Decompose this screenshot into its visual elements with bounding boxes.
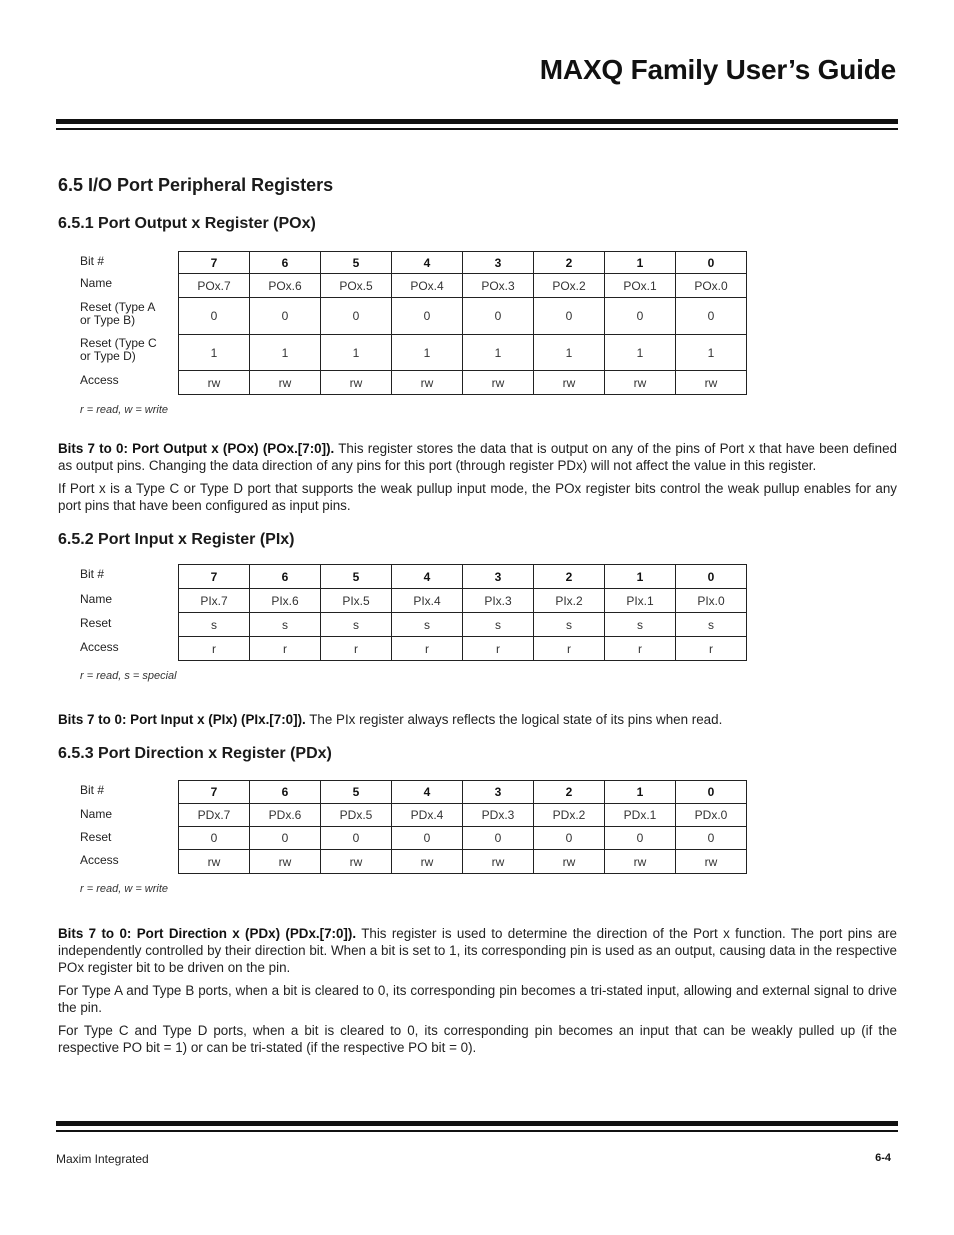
- reset-cell: 0: [463, 298, 534, 335]
- reset-cell: 0: [605, 298, 676, 335]
- reset-cell: 0: [676, 827, 747, 850]
- table-row: [179, 637, 747, 661]
- reset-cell: s: [179, 613, 250, 637]
- access-cell: r: [534, 637, 605, 661]
- bit-cell: 3: [463, 781, 534, 804]
- bit-cell: 6: [250, 781, 321, 804]
- name-cell: PDx.7: [179, 804, 250, 827]
- name-cell: PDx.1: [605, 804, 676, 827]
- table-row: [179, 274, 747, 298]
- name-cell: PDx.4: [392, 804, 463, 827]
- table-row: [179, 335, 747, 371]
- pdx-description-text: This register is used to determine the direction of the Port x function. The port pins are independently controlled by their direction bit. When a bit is set to 1, its corresponding pin is used as an output, causing data in the respective POx register bit to be driven on the pin.: [58, 926, 897, 975]
- name-cell: POx.7: [179, 274, 250, 298]
- pdx-type-cd-note: For Type C and Type D ports, when a bit is cleared to 0, its corresponding pin becomes an input that can be weakly pulled up (if the respective PO bit = 1) or can be tri-stated (if the respective PO bit = 0).: [58, 1023, 897, 1055]
- name-cell: POx.3: [463, 274, 534, 298]
- pdx-register-table: [178, 780, 747, 874]
- header-rule-thin: [56, 128, 898, 130]
- pdx-type-ab-note: For Type A and Type B ports, when a bit is cleared to 0, its corresponding pin becomes a tri-stated input, allowing and external signal to drive the pin.: [58, 983, 897, 1015]
- bit-cell: 1: [605, 565, 676, 589]
- reset-cell: 0: [179, 298, 250, 335]
- pox-footnote: r = read, w = write: [80, 404, 169, 416]
- pox-label-bit: Bit #: [80, 254, 105, 268]
- footer-rule-thick: [56, 1121, 898, 1126]
- pix-footnote: r = read, s = special: [80, 670, 177, 682]
- access-cell: rw: [392, 850, 463, 874]
- reset-cell: 0: [321, 298, 392, 335]
- access-cell: rw: [321, 371, 392, 395]
- pox-label-name: Name: [80, 276, 113, 290]
- bit-cell: 4: [392, 252, 463, 274]
- reset-cell: 0: [605, 827, 676, 850]
- access-cell: rw: [250, 371, 321, 395]
- reset-cell: 1: [250, 335, 321, 371]
- pix-label-bit: Bit #: [80, 567, 105, 581]
- reset-cell: 0: [250, 827, 321, 850]
- table-row: [179, 252, 747, 274]
- name-cell: POx.1: [605, 274, 676, 298]
- pix-description-text: The PIx register always reflects the logical state of its pins when read.: [305, 712, 723, 727]
- name-cell: PIx.3: [463, 589, 534, 613]
- bit-cell: 1: [605, 781, 676, 804]
- access-cell: rw: [179, 850, 250, 874]
- pdx-label-name: Name: [80, 807, 113, 821]
- name-cell: PDx.3: [463, 804, 534, 827]
- bit-cell: 6: [250, 565, 321, 589]
- reset-cell: s: [534, 613, 605, 637]
- reset-cell: s: [463, 613, 534, 637]
- reset-cell: 1: [392, 335, 463, 371]
- access-cell: r: [250, 637, 321, 661]
- pdx-footnote: r = read, w = write: [80, 883, 169, 895]
- section-title: 6.5 I/O Port Peripheral Registers: [58, 175, 334, 195]
- document-title: MAXQ Family User’s Guide: [539, 54, 896, 85]
- name-cell: POx.5: [321, 274, 392, 298]
- pox-label-access: Access: [80, 373, 119, 387]
- bit-cell: 6: [250, 252, 321, 274]
- name-cell: PIx.7: [179, 589, 250, 613]
- name-cell: PDx.5: [321, 804, 392, 827]
- access-cell: r: [605, 637, 676, 661]
- pdx-label-bit: Bit #: [80, 783, 105, 797]
- pox-label-reset-ab-line2: or Type B): [80, 313, 136, 327]
- access-cell: rw: [463, 850, 534, 874]
- table-row: [179, 781, 747, 804]
- reset-cell: 0: [250, 298, 321, 335]
- bit-cell: 2: [534, 252, 605, 274]
- pox-label-reset-ab: [80, 301, 175, 327]
- pix-label-name: Name: [80, 592, 113, 606]
- name-cell: PIx.2: [534, 589, 605, 613]
- reset-cell: 0: [534, 827, 605, 850]
- access-cell: r: [463, 637, 534, 661]
- bit-cell: 5: [321, 565, 392, 589]
- bit-cell: 7: [179, 781, 250, 804]
- access-cell: rw: [605, 850, 676, 874]
- pdx-label-reset: Reset: [80, 830, 112, 844]
- pix-register-table: [178, 564, 747, 661]
- reset-cell: 0: [676, 298, 747, 335]
- bit-cell: 5: [321, 252, 392, 274]
- pox-label-reset-cd-line1: Reset (Type C: [80, 336, 157, 350]
- access-cell: rw: [676, 850, 747, 874]
- name-cell: POx.6: [250, 274, 321, 298]
- access-cell: rw: [463, 371, 534, 395]
- table-row: [179, 827, 747, 850]
- pox-weak-pullup-note: If Port x is a Type C or Type D port that supports the weak pullup input mode, the POx register bits control the weak pullup enables for any port pins that have been configured as input pins.: [58, 481, 897, 513]
- pox-title: 6.5.1 Port Output x Register (POx): [58, 215, 316, 232]
- bit-cell: 3: [463, 565, 534, 589]
- access-cell: rw: [392, 371, 463, 395]
- pix-label-access: Access: [80, 640, 119, 654]
- reset-cell: 0: [392, 827, 463, 850]
- bit-cell: 7: [179, 252, 250, 274]
- pix-title: 6.5.2 Port Input x Register (PIx): [58, 531, 295, 548]
- table-row: [179, 565, 747, 589]
- access-cell: r: [321, 637, 392, 661]
- bit-cell: 5: [321, 781, 392, 804]
- name-cell: PDx.6: [250, 804, 321, 827]
- reset-cell: 0: [179, 827, 250, 850]
- reset-cell: s: [321, 613, 392, 637]
- access-cell: r: [392, 637, 463, 661]
- reset-cell: 0: [463, 827, 534, 850]
- access-cell: rw: [676, 371, 747, 395]
- reset-cell: s: [392, 613, 463, 637]
- header-rule-thick: [56, 119, 898, 124]
- access-cell: r: [676, 637, 747, 661]
- bit-cell: 2: [534, 565, 605, 589]
- pdx-description: [58, 925, 897, 976]
- reset-cell: 0: [534, 298, 605, 335]
- table-row: [179, 298, 747, 335]
- pox-description-heading: Bits 7 to 0: Port Output x (POx) (POx.[7:0]).: [58, 441, 335, 456]
- name-cell: PIx.0: [676, 589, 747, 613]
- pox-label-reset-ab-line1: Reset (Type A: [80, 300, 156, 314]
- reset-cell: 1: [534, 335, 605, 371]
- pdx-title: 6.5.3 Port Direction x Register (PDx): [58, 745, 332, 762]
- name-cell: POx.0: [676, 274, 747, 298]
- bit-cell: 4: [392, 565, 463, 589]
- table-row: [179, 804, 747, 827]
- reset-cell: 1: [605, 335, 676, 371]
- bit-cell: 0: [676, 565, 747, 589]
- reset-cell: s: [605, 613, 676, 637]
- table-row: [179, 850, 747, 874]
- reset-cell: s: [676, 613, 747, 637]
- name-cell: PDx.0: [676, 804, 747, 827]
- access-cell: rw: [605, 371, 676, 395]
- pox-description-text: This register stores the data that is output on any of the pins of Port x that have been defined as output pins. Changing the data direction of any pins for this port (through register PDx) will not affect the value in this register.: [58, 441, 897, 473]
- access-cell: rw: [534, 371, 605, 395]
- footer-rule-thin: [56, 1130, 898, 1132]
- table-row: [179, 371, 747, 395]
- name-cell: PIx.6: [250, 589, 321, 613]
- pox-register-table: [178, 251, 747, 395]
- reset-cell: 1: [321, 335, 392, 371]
- bit-cell: 0: [676, 781, 747, 804]
- table-row: [179, 589, 747, 613]
- reset-cell: 0: [321, 827, 392, 850]
- pox-description: [58, 440, 897, 474]
- access-cell: rw: [179, 371, 250, 395]
- reset-cell: 1: [676, 335, 747, 371]
- page-number: 6-4: [875, 1152, 891, 1164]
- access-cell: rw: [321, 850, 392, 874]
- bit-cell: 0: [676, 252, 747, 274]
- pdx-label-access: Access: [80, 853, 119, 867]
- access-cell: rw: [534, 850, 605, 874]
- reset-cell: 0: [392, 298, 463, 335]
- access-cell: rw: [250, 850, 321, 874]
- bit-cell: 1: [605, 252, 676, 274]
- bit-cell: 4: [392, 781, 463, 804]
- name-cell: PIx.1: [605, 589, 676, 613]
- reset-cell: 1: [463, 335, 534, 371]
- reset-cell: 1: [179, 335, 250, 371]
- name-cell: POx.4: [392, 274, 463, 298]
- reset-cell: s: [250, 613, 321, 637]
- name-cell: PDx.2: [534, 804, 605, 827]
- access-cell: r: [179, 637, 250, 661]
- name-cell: PIx.5: [321, 589, 392, 613]
- pox-label-reset-cd-line2: or Type D): [80, 349, 136, 363]
- pix-description: [58, 711, 897, 728]
- pix-description-heading: Bits 7 to 0: Port Input x (PIx) (PIx.[7:0]).: [58, 712, 306, 727]
- bit-cell: 2: [534, 781, 605, 804]
- bit-cell: 7: [179, 565, 250, 589]
- footer-company: Maxim Integrated: [56, 1152, 149, 1166]
- table-row: [179, 613, 747, 637]
- pox-label-reset-cd: [80, 337, 175, 363]
- bit-cell: 3: [463, 252, 534, 274]
- name-cell: PIx.4: [392, 589, 463, 613]
- pix-label-reset: Reset: [80, 616, 112, 630]
- name-cell: POx.2: [534, 274, 605, 298]
- pdx-description-heading: Bits 7 to 0: Port Direction x (PDx) (PDx.[7:0]).: [58, 926, 357, 941]
